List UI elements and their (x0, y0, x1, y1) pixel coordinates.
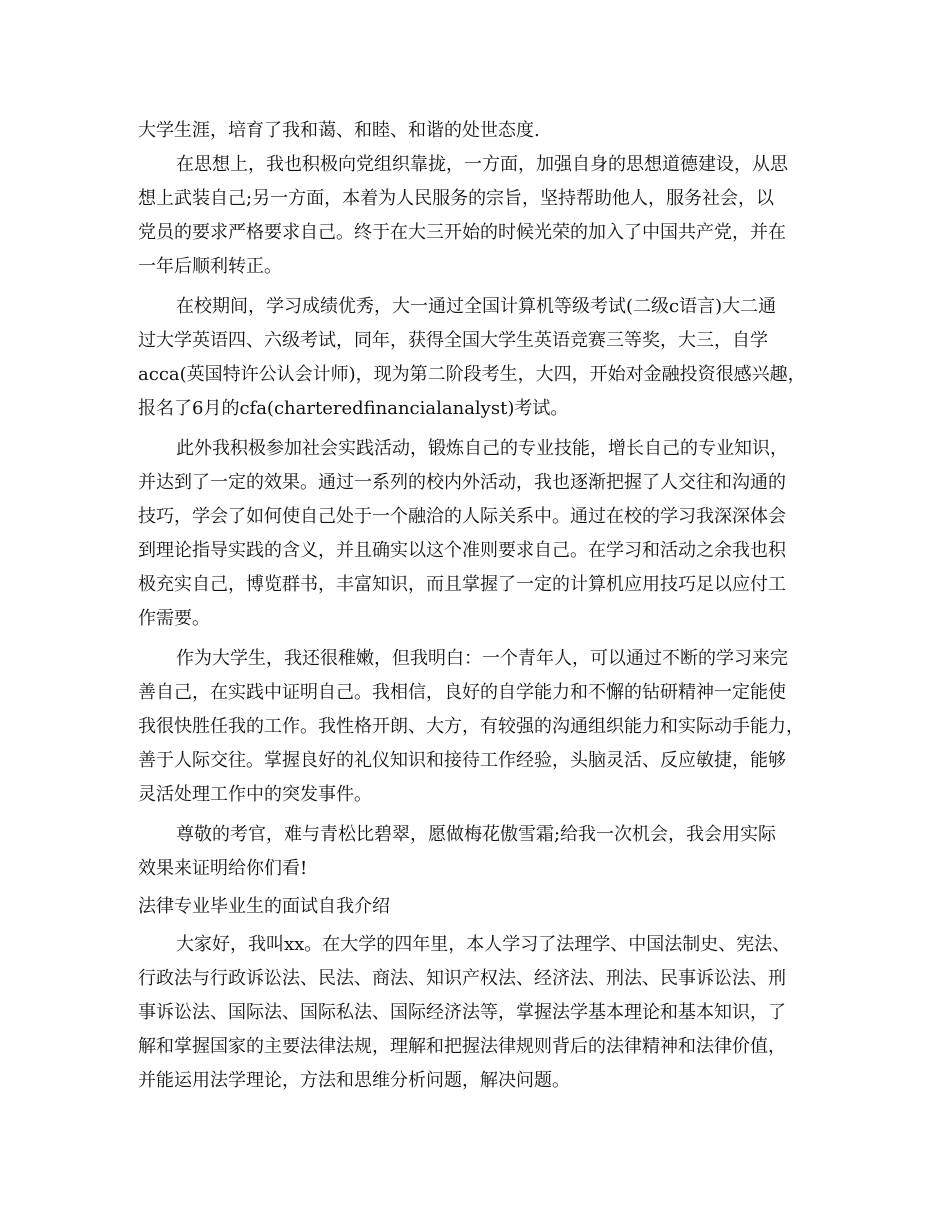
section-heading: 法律专业毕业生的面试自我介绍 (138, 896, 390, 917)
text-line: 到理论指导实践的含义，并且确实以这个准则要求自己。在学习和活动之余我也积 (138, 540, 786, 561)
text-line: 善自己，在实践中证明自己。我相信，良好的自学能力和不懈的钻研精神一定能使 (138, 682, 786, 703)
paragraph-start-line: 作为大学生，我还很稚嫩，但我明白：一个青年人，可以通过不断的学习来完 (176, 648, 788, 669)
text-line: 并能运用法学理论，方法和思维分析问题，解决问题。 (138, 1070, 570, 1091)
text-line: 一年后顺利转正。 (138, 256, 282, 277)
paragraph-start-line: 在校期间，学习成绩优秀，大一通过全国计算机等级考试(二级c语言)大二通 (176, 296, 777, 317)
text-line: 解和掌握国家的主要法律法规，理解和把握法律规则背后的法律精神和法律价值， (138, 1036, 786, 1057)
text-line: 灵活处理工作中的突发事件。 (138, 784, 372, 805)
text-line: 事诉讼法、国际法、国际私法、国际经济法等，掌握法学基本理论和基本知识，了 (138, 1002, 786, 1023)
text-line: acca(英国特许公认会计师)，现为第二阶段考生，大四，开始对金融投资很感兴趣， (138, 364, 806, 385)
text-line: 大学生涯，培育了我和蔼、和睦、和谐的处世态度. (138, 120, 540, 141)
paragraph-start-line: 在思想上，我也积极向党组织靠拢，一方面，加强自身的思想道德建设，从思 (176, 154, 788, 175)
text-line: 技巧，学会了如何使自己处于一个融洽的人际关系中。通过在校的学习我深深体会 (138, 506, 786, 527)
text-line: 效果来证明给你们看! (138, 858, 308, 879)
text-line: 我很快胜任我的工作。我性格开朗、大方，有较强的沟通组织能力和实际动手能力， (138, 716, 804, 737)
text-line: 善于人际交往。掌握良好的礼仪知识和接待工作经验，头脑灵活、反应敏捷，能够 (138, 750, 786, 771)
text-line: 行政法与行政诉讼法、民法、商法、知识产权法、经济法、刑法、民事诉讼法、刑 (138, 968, 786, 989)
text-line: 极充实自己，博览群书，丰富知识，而且掌握了一定的计算机应用技巧足以应付工 (138, 574, 786, 595)
paragraph-start-line: 尊敬的考官，难与青松比碧翠，愿做梅花傲雪霜;给我一次机会，我会用实际 (176, 824, 777, 845)
text-line: 报名了6月的cfa(charteredfinancialanalyst)考试。 (138, 398, 569, 419)
paragraph-start-line: 此外我积极参加社会实践活动，锻炼自己的专业技能，增长自己的专业知识， (176, 438, 788, 459)
paragraph-start-line: 大家好，我叫xx。在大学的四年里，本人学习了法理学、中国法制史、宪法、 (176, 934, 791, 955)
text-line: 党员的要求严格要求自己。终于在大三开始的时候光荣的加入了中国共产党，并在 (138, 222, 786, 243)
text-line: 作需要。 (138, 608, 210, 629)
text-line: 并达到了一定的效果。通过一系列的校内外活动，我也逐渐把握了人交往和沟通的 (138, 472, 786, 493)
text-line: 想上武装自己;另一方面，本着为人民服务的宗旨，坚持帮助他人，服务社会，以 (138, 188, 775, 209)
text-line: 过大学英语四、六级考试，同年，获得全国大学生英语竞赛三等奖，大三，自学 (138, 330, 768, 351)
